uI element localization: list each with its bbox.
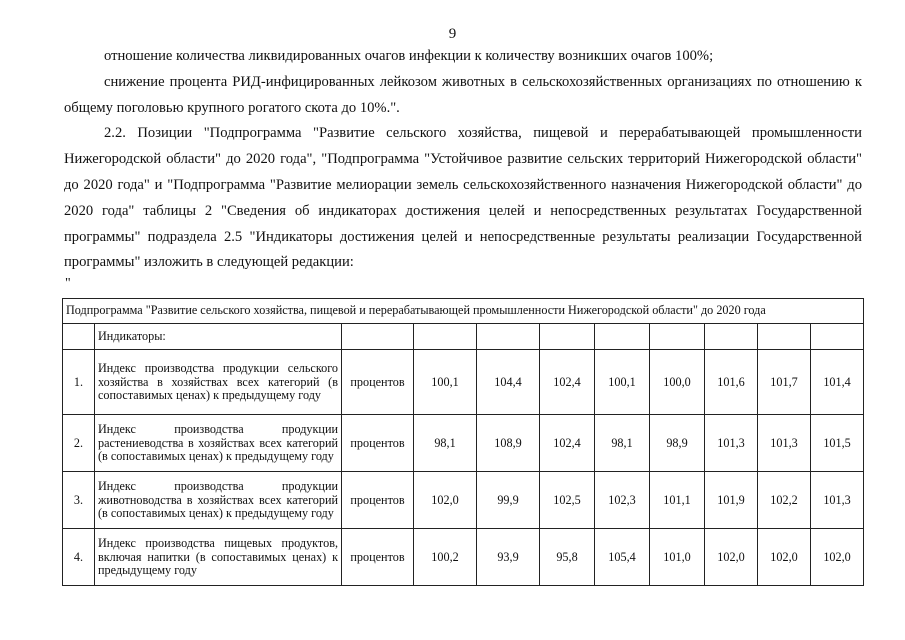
value-cell: 101,3: [705, 415, 758, 472]
body-text: [64, 44, 862, 276]
paragraph-3: 2.2. Позиции "Подпрограмма "Развитие сельского хозяйства, пищевой и перерабатывающей промышленности Нижегородской области" до 2020 года", "Подпрограмма "Устойчивое развитие сельских территорий Нижегородской области" до 2020 года" и "Подпрограмма "Развитие мелиорации земель сельскохозяйственного назначения Нижегородской области" до 2020 года" таблицы 2 "Сведения об индикаторах достижения целей и непосредственных результатах Государственной программы" подраздела 2.5 "Индикаторы достижения целей и непосредственные результаты реализации Государственной программы" изложить в следующей редакции:: [64, 125, 862, 271]
unit-cell: процентов: [342, 472, 414, 529]
table-row: [63, 529, 864, 586]
indicator-name: Индекс производства продукции растениеводства в хозяйствах всех категорий (в сопоставимых ценах) к предыдущему году: [95, 415, 342, 472]
empty-cell: [705, 324, 758, 350]
indicator-name: Индекс производства продукции животноводства в хозяйствах всех категорий (в сопоставимых ценах) к предыдущему году: [95, 472, 342, 529]
value-cell: 102,4: [540, 415, 595, 472]
value-cell: 98,1: [414, 415, 477, 472]
empty-cell: [477, 324, 540, 350]
value-cell: 93,9: [477, 529, 540, 586]
empty-cell: [650, 324, 705, 350]
row-number: 3.: [63, 472, 95, 529]
indicators-header-row: [63, 324, 864, 350]
indicator-name: Индекс производства пищевых продуктов, включая напитки (в сопоставимых ценах) к предыдущему году: [95, 529, 342, 586]
value-cell: 101,0: [650, 529, 705, 586]
value-cell: 105,4: [595, 529, 650, 586]
indicators-table: [62, 298, 864, 586]
empty-cell: [63, 324, 95, 350]
table-row: [63, 350, 864, 415]
value-cell: 101,5: [811, 415, 864, 472]
unit-cell: процентов: [342, 415, 414, 472]
value-cell: 100,2: [414, 529, 477, 586]
empty-cell: [540, 324, 595, 350]
value-cell: 101,6: [705, 350, 758, 415]
value-cell: 102,4: [540, 350, 595, 415]
quote-mark: ": [65, 276, 71, 291]
value-cell: 101,3: [811, 472, 864, 529]
value-cell: 100,1: [595, 350, 650, 415]
unit-cell: процентов: [342, 529, 414, 586]
value-cell: 108,9: [477, 415, 540, 472]
value-cell: 98,1: [595, 415, 650, 472]
unit-cell: процентов: [342, 350, 414, 415]
empty-cell: [414, 324, 477, 350]
value-cell: 101,1: [650, 472, 705, 529]
empty-cell: [595, 324, 650, 350]
value-cell: 102,3: [595, 472, 650, 529]
indicator-name: Индекс производства продукции сельского хозяйства в хозяйствах всех категорий (в сопоставимых ценах) к предыдущему году: [95, 350, 342, 415]
value-cell: 101,3: [758, 415, 811, 472]
value-cell: 101,4: [811, 350, 864, 415]
value-cell: 102,2: [758, 472, 811, 529]
value-cell: 104,4: [477, 350, 540, 415]
value-cell: 99,9: [477, 472, 540, 529]
paragraph-2: снижение процента РИД-инфицированных лейкозом животных в сельскохозяйственных организациях по отношению к общему поголовью крупного рогатого скота до 10%.".: [64, 73, 862, 116]
empty-cell: [758, 324, 811, 350]
row-number: 4.: [63, 529, 95, 586]
row-number: 1.: [63, 350, 95, 415]
table-row: [63, 472, 864, 529]
value-cell: 100,0: [650, 350, 705, 415]
value-cell: 102,5: [540, 472, 595, 529]
value-cell: 102,0: [811, 529, 864, 586]
subprogram-row: [63, 299, 864, 324]
value-cell: 101,7: [758, 350, 811, 415]
row-number: 2.: [63, 415, 95, 472]
value-cell: 101,9: [705, 472, 758, 529]
value-cell: 102,0: [705, 529, 758, 586]
value-cell: 100,1: [414, 350, 477, 415]
subprogram-title: Подпрограмма "Развитие сельского хозяйства, пищевой и перерабатывающей промышленности Нижегородской области" до 2020 года: [63, 299, 864, 324]
table-row: [63, 415, 864, 472]
value-cell: 98,9: [650, 415, 705, 472]
paragraph-1: отношение количества ликвидированных очагов инфекции к количеству возникших очагов 100%;: [104, 48, 714, 64]
empty-cell: [342, 324, 414, 350]
value-cell: 102,0: [758, 529, 811, 586]
value-cell: 102,0: [414, 472, 477, 529]
empty-cell: [811, 324, 864, 350]
value-cell: 95,8: [540, 529, 595, 586]
page-number: 9: [448, 26, 457, 42]
indicators-label: Индикаторы:: [95, 324, 342, 350]
